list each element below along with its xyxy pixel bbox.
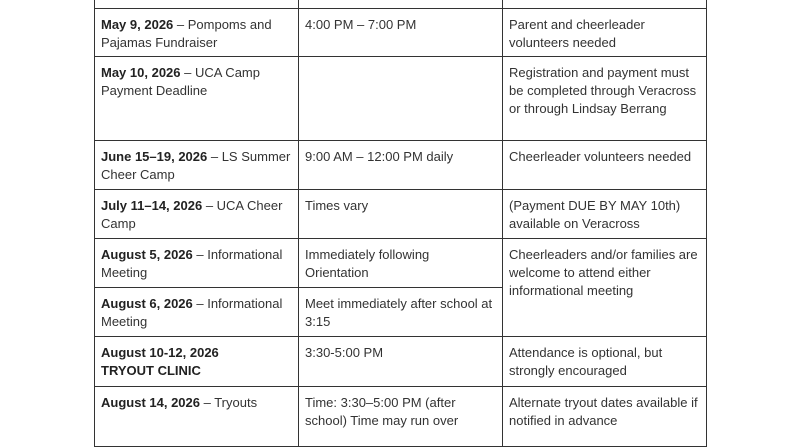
time-cell bbox=[299, 9, 503, 57]
event-time: Immediately following Orientation bbox=[305, 247, 430, 280]
time-cell bbox=[299, 239, 503, 288]
event-date: August 14, 2026 bbox=[101, 395, 200, 410]
event-title: – LS Summer Cheer Camp bbox=[101, 149, 291, 182]
event-notes: Parent and cheerleader volunteers needed bbox=[509, 17, 645, 50]
time-cell bbox=[299, 57, 503, 141]
event-date: July 11–14, 2026 bbox=[101, 198, 203, 213]
table-row bbox=[95, 190, 707, 239]
table-row bbox=[95, 337, 707, 387]
table-row bbox=[95, 0, 707, 9]
notes-cell bbox=[503, 387, 707, 447]
table-row bbox=[95, 387, 707, 447]
event-notes: Registration and payment must be completed through Veracross or through Lindsay Berrang bbox=[509, 65, 697, 116]
notes-cell bbox=[503, 141, 707, 190]
notes-cell bbox=[503, 57, 707, 141]
event-cell bbox=[95, 190, 299, 239]
event-cell bbox=[95, 288, 299, 337]
time-cell bbox=[299, 141, 503, 190]
event-date: June 15–19, 2026 bbox=[101, 149, 208, 164]
event-date: May 10, 2026 bbox=[101, 65, 181, 80]
event-title: – Pompoms and Pajamas Fundraiser bbox=[101, 17, 272, 50]
event-title: – UCA Cheer Camp bbox=[101, 198, 283, 231]
cheer-schedule-table bbox=[94, 0, 707, 447]
event-notes: Cheerleader volunteers needed bbox=[509, 149, 692, 164]
table-row bbox=[95, 141, 707, 190]
event-date: August 5, 2026 bbox=[101, 247, 193, 262]
notes-cell bbox=[503, 239, 707, 337]
event-title: – UCA Camp Payment Deadline bbox=[101, 65, 260, 98]
event-time: 4:00 PM – 7:00 PM bbox=[305, 17, 417, 32]
event-cell bbox=[95, 0, 299, 9]
time-cell bbox=[299, 190, 503, 239]
event-cell bbox=[95, 239, 299, 288]
event-title: – Informational Meeting bbox=[101, 247, 283, 280]
event-notes: Cheerleaders and/or families are welcome to attend either informational meeting bbox=[509, 247, 698, 298]
notes-cell bbox=[503, 0, 707, 9]
event-notes: Alternate tryout dates available if notified in advance bbox=[509, 395, 698, 428]
event-date: August 6, 2026 bbox=[101, 296, 193, 311]
event-notes: Attendance is optional, but strongly encouraged bbox=[509, 345, 663, 378]
event-date: May 9, 2026 bbox=[101, 17, 174, 32]
table-row bbox=[95, 57, 707, 141]
event-title: – Tryouts bbox=[200, 395, 258, 410]
event-time: Meet immediately after school at 3:15 bbox=[305, 296, 493, 329]
notes-cell bbox=[503, 190, 707, 239]
time-cell bbox=[299, 387, 503, 447]
event-notes: (Payment DUE BY MAY 10th) available on Veracross bbox=[509, 198, 681, 231]
event-time: Time: 3:30–5:00 PM (after school) Time may run over bbox=[305, 395, 459, 428]
event-time: 3:30-5:00 PM bbox=[305, 345, 384, 360]
event-cell bbox=[95, 57, 299, 141]
event-title: – Informational Meeting bbox=[101, 296, 283, 329]
event-title: TRYOUT CLINIC bbox=[101, 363, 201, 378]
event-cell bbox=[95, 337, 299, 387]
time-cell bbox=[299, 288, 503, 337]
table-row bbox=[95, 9, 707, 57]
time-cell bbox=[299, 0, 503, 9]
time-cell bbox=[299, 337, 503, 387]
event-cell bbox=[95, 9, 299, 57]
event-cell bbox=[95, 387, 299, 447]
event-time: Times vary bbox=[305, 198, 369, 213]
event-time: 9:00 AM – 12:00 PM daily bbox=[305, 149, 454, 164]
event-cell bbox=[95, 141, 299, 190]
table-row bbox=[95, 239, 707, 288]
notes-cell bbox=[503, 9, 707, 57]
event-date: August 10-12, 2026 bbox=[101, 345, 219, 360]
notes-cell bbox=[503, 337, 707, 387]
